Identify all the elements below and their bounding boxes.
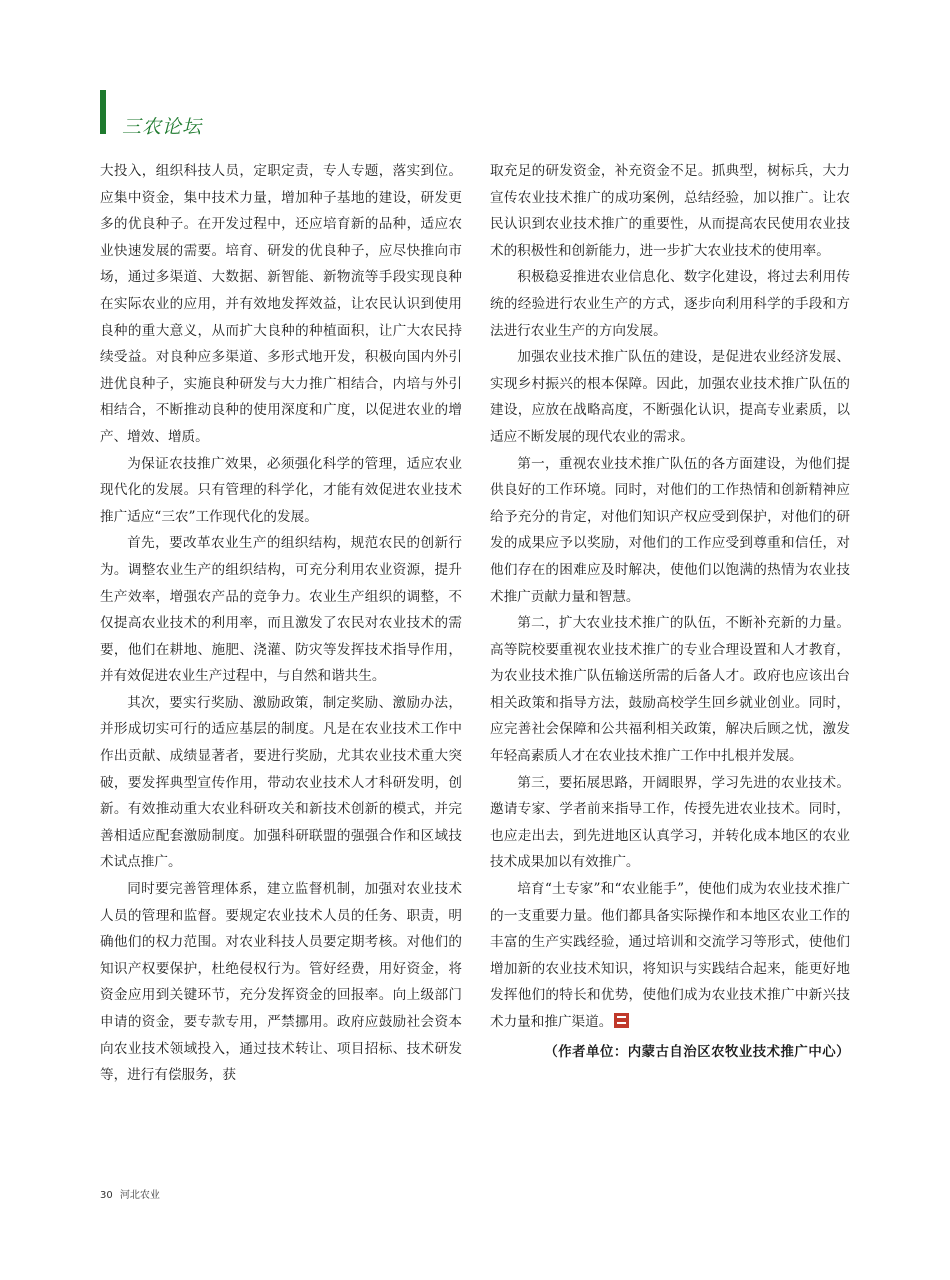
paragraph: 为保证农技推广效果，必须强化科学的管理，适应农业现代化的发展。只有管理的科学化，才能有效促进农业技术推广适应“三农”工作现代化的发展。 <box>100 455 462 525</box>
paragraph: 第二，扩大农业技术推广的队伍，不断补充新的力量。高等院校要重视农业技术推广的专业合理设置和人才教育，为农业技术推广队伍输送所需的后备人才。政府也应该出台相关政策和指导方法，鼓励高校学生回乡就业创业。同时，应完善社会保障和公共福利相关政策，解决后顾之忧，激发年轻高素质人才在农业技术推广工作中扎根并发展。 <box>490 615 850 765</box>
section-header-bar <box>100 90 106 134</box>
paragraph: 其次，要实行奖励、激励政策，制定奖励、激励办法，并形成切实可行的适应基层的制度。凡是在农业技术工作中作出贡献、成绩显著者，要进行奖励，尤其农业技术重大突破，要发挥典型宣传作用，带动农业技术人才科研发明，创新。有效推动重大农业科研攻关和新技术创新的模式，并完善相适应配套激励制度。加强科研联盟的强强合作和区域技术试点推广。 <box>100 694 462 871</box>
paragraph: 同时要完善管理体系，建立监督机制，加强对农业技术人员的管理和监督。要规定农业技术人员的任务、职责，明确他们的权力范围。对农业科技人员要定期考核。对他们的知识产权要保护，杜绝侵权行为。管好经费，用好资金，将资金应用到关键环节，充分发挥资金的回报率。向上级部门申请的资金，要专款专用，严禁挪用。政府应鼓励社会资本向农业技术领域投入，通过技术转让、项目招标、技术研发等，进行有偿服务，获 <box>100 881 462 1084</box>
journal-name: 河北农业 <box>119 1190 160 1201</box>
paragraph: 取充足的研发资金，补充资金不足。抓典型，树标兵，大力宣传农业技术推广的成功案例，总结经验，加以推广。让农民认识到农业技术推广的重要性，从而提高农民使用农业技术的积极性和创新能力，进一步扩大农业技术的使用率。 <box>490 163 850 259</box>
right-column <box>490 158 850 1066</box>
final-paragraph <box>490 876 850 1036</box>
section-title: 三农论坛 <box>122 116 203 138</box>
paragraph: 第一，重视农业技术推广队伍的各方面建设，为他们提供良好的工作环境。同时，对他们的工作热情和创新精神应给予充分的肯定，对他们知识产权应受到保护，对他们的研发的成果应予以奖励，对他们的工作应受到尊重和信任，对他们存在的困难应及时解决，使他们以饱满的热情为农业技术推广贡献力量和智慧。 <box>490 455 850 605</box>
author-affiliation: （作者单位：内蒙古自治区农牧业技术推广中心） <box>544 1044 850 1060</box>
left-column <box>100 158 462 1089</box>
page-footer <box>100 1186 164 1201</box>
paragraph: 积极稳妥推进农业信息化、数字化建设，将过去利用传统的经验进行农业生产的方式，逐步向利用科学的手段和方法进行农业生产的方向发展。 <box>490 269 850 339</box>
paragraph: 首先，要改革农业生产的组织结构，规范农民的创新行为。调整农业生产的组织结构，可充分利用农业资源，提升生产效率，增强农产品的竞争力。农业生产组织的调整，不仅提高农业技术的利用率，而且激发了农民对农业技术的需要，他们在耕地、施肥、浇灌、防灾等发挥技术指导作用，并有效促进农业生产过程中，与自然和谐共生。 <box>100 535 462 685</box>
end-seal-icon <box>614 1013 629 1028</box>
paragraph: 加强农业技术推广队伍的建设，是促进农业经济发展、实现乡村振兴的根本保障。因此，加强农业技术推广队伍的建设，应放在战略高度，不断强化认识，提高专业素质，以适应不断发展的现代农业的需求。 <box>490 349 850 445</box>
page-number: 30 <box>100 1190 113 1201</box>
paragraph: 第三，要拓展思路，开阔眼界，学习先进的农业技术。邀请专家、学者前来指导工作，传授先进农业技术。同时，也应走出去，到先进地区认真学习，并转化成本地区的农业技术成果加以有效推广。 <box>490 774 850 871</box>
paragraph-text: 培育“土专家”和“农业能手”，使他们成为农业技术推广的一支重要力量。他们都具备实际操作和本地区农业工作的丰富的生产实践经验，通过培训和交流学习等形式，使他们增加新的农业技术知识，将知识与实践结合起来，能更好地发挥他们的特长和优势，使他们成为农业技术推广中新兴技术力量和推广渠道。 <box>490 881 850 1030</box>
paragraph: 大投入，组织科技人员，定职定责，专人专题，落实到位。应集中资金，集中技术力量，增加种子基地的建设，研发更多的优良种子。在开发过程中，还应培育新的品种，适应农业快速发展的需要。培育、研发的优良种子，应尽快推向市场，通过多渠道、大数据、新智能、新物流等手段实现良种在实际农业的应用，并有效地发挥效益，让农民认识到使用良种的重大意义，从而扩大良种的种植面积，让广大农民持续受益。对良种应多渠道、多形式地开发，积极向国内外引进优良种子，实施良种研发与大力推广相结合，内培与外引相结合，不断推动良种的使用深度和广度，以促进农业的增产、增效、增质。 <box>100 163 462 445</box>
